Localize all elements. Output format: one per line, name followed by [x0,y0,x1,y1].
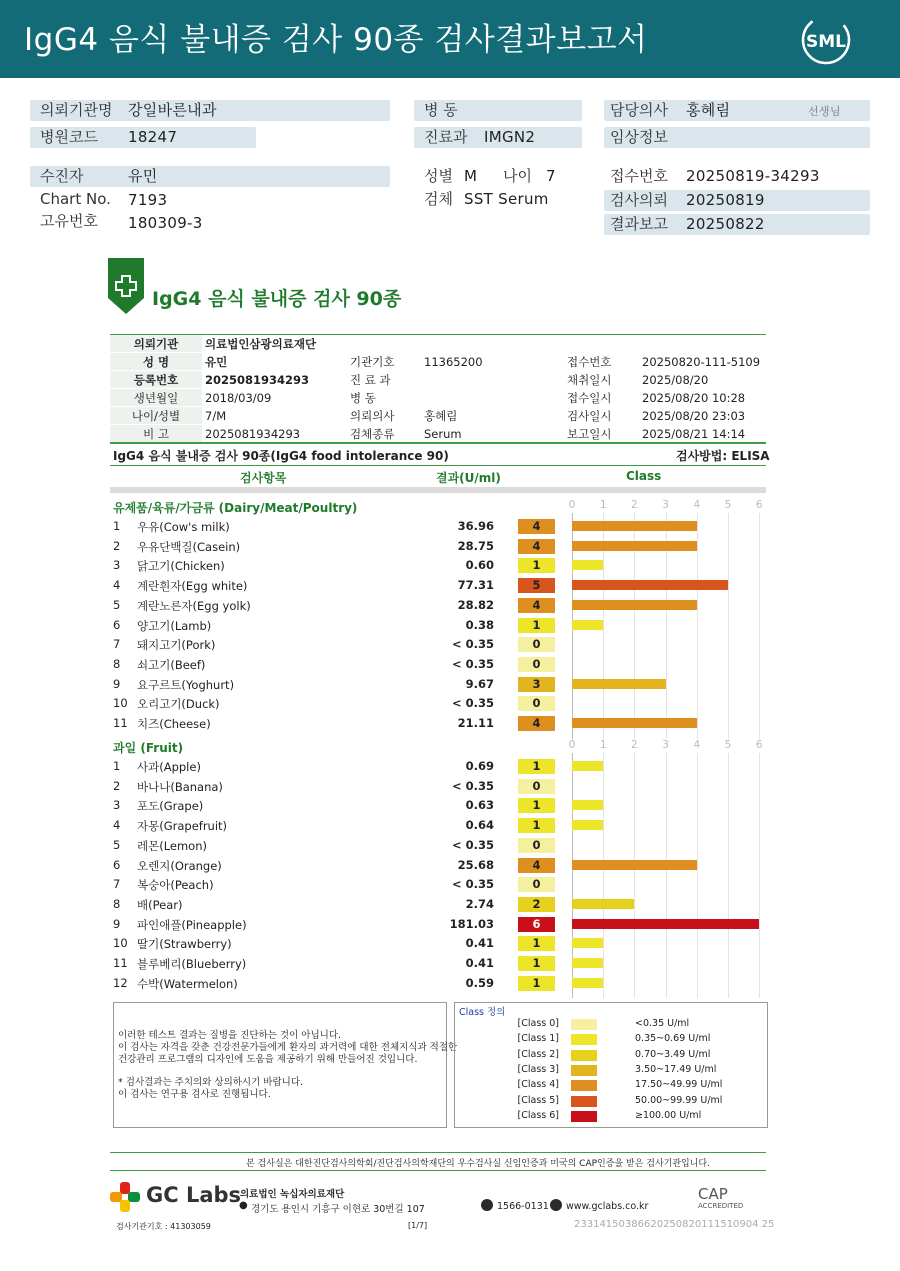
test-method: 검사방법: ELISA [676,449,770,463]
col-item-header: 검사항목 [240,471,287,485]
table-value: 2025/08/21 14:14 [642,427,746,441]
item-number: 2 [113,778,121,793]
item-name: 치즈(Cheese) [137,717,211,731]
section-title: 유제품/육류/가금류 (Dairy/Meat/Poultry) [113,501,358,515]
item-result: 0.64 [465,818,494,833]
class-badge: 3 [518,677,555,692]
axis-tick: 0 [568,739,576,751]
patient-label: 수진자 [40,167,84,185]
axis-tick: 4 [693,739,701,751]
class-badge: 4 [518,519,555,534]
item-result: < 0.35 [451,877,494,892]
item-number: 9 [113,916,121,931]
legend-range: 17.50~49.99 U/ml [635,1079,723,1091]
doctor-suffix: 선생님 [808,105,841,118]
axis-tick: 2 [631,739,638,751]
class-badge: 4 [518,598,555,613]
legend-label: [Class 4] [517,1079,559,1091]
legend-swatch [571,1111,597,1122]
table-label: 기관기호 [350,355,395,369]
request-date-value: 20250819 [686,191,765,209]
item-number: 1 [113,759,121,773]
table-label: 검사일시 [567,409,612,423]
table-label: 검체종류 [350,427,395,441]
receipt-label: 접수번호 [610,167,668,185]
table-value: 2018/03/09 [205,391,272,405]
item-name: 계란노른자(Egg yolk) [137,598,251,613]
web-address[interactable]: www.gclabs.co.kr [566,1201,649,1212]
table-label: 성 명 [142,355,170,369]
class-badge: 4 [518,716,555,731]
item-name: 우유(Cow's milk) [137,520,230,534]
specimen-value: SST Serum [464,190,549,208]
item-number: 5 [113,837,121,852]
table-value: 홍혜림 [424,409,458,423]
doctor-value: 홍혜림 [686,101,731,119]
legend-range: ≥100.00 U/ml [635,1109,702,1121]
table-label: 나이/성별 [131,409,181,423]
item-result: 0.60 [465,558,494,573]
barcode-number: 23314150386620250820111510904 25 [574,1219,775,1230]
item-number: 4 [113,818,121,833]
legend-swatch [571,1019,597,1030]
report-header [0,0,900,78]
item-result: 0.63 [465,798,494,813]
uid-value: 180309-3 [128,214,203,232]
class-bar [572,820,603,830]
age-label: 나이 [503,167,532,185]
legend-range: <0.35 U/ml [635,1018,690,1029]
legend-range: 3.50~17.49 U/ml [635,1063,717,1075]
table-label: 생년월일 [133,391,179,405]
hospital-code-label: 병원코드 [40,128,98,146]
axis-tick: 5 [724,499,732,511]
axis-tick: 1 [599,499,607,511]
class-bar [572,580,728,590]
class-bar [572,679,666,689]
table-value: 2025/08/20 [642,373,709,387]
class-bar [572,718,697,728]
item-result: 28.82 [457,597,494,612]
legend-label: [Class 1] [517,1033,559,1045]
item-name: 자몽(Grapefruit) [137,819,228,834]
legend-label: [Class 6] [517,1109,559,1121]
item-result: 2.74 [465,896,494,911]
item-result: 0.41 [465,936,494,951]
table-label: 접수번호 [567,355,612,369]
legend-range: 0.70~3.49 U/ml [635,1048,711,1060]
class-badge: 4 [518,539,555,554]
item-number: 9 [113,676,121,691]
specimen-label: 검체 [424,190,453,208]
legend-swatch [571,1034,597,1045]
class-bar [572,521,697,531]
chart-value: 7193 [128,191,168,209]
table-label: 병 동 [350,391,376,405]
table-value: 2025081934293 [205,427,301,441]
item-number: 7 [113,877,121,892]
item-name: 양고기(Lamb) [137,618,212,633]
institution-value: 강일바른내과 [128,101,217,119]
table-value: 20250820-111-5109 [642,355,761,369]
class-bar [572,958,603,968]
class-badge: 1 [518,558,555,573]
table-label: 진 료 과 [350,373,391,387]
item-number: 11 [113,956,128,970]
cert-text: 본 검사실은 대한진단검사의학회/진단검사의학재단의 우수검사실 신임인증과 미국의 CAP인증을 받은 검사기관입니다. [246,1159,710,1169]
class-legend [454,1002,768,1128]
cap-sub-text: ACCREDITED [698,1202,744,1210]
item-name: 사과(Apple) [137,760,201,774]
note-line: 이러한 테스트 결과는 질병을 진단하는 것이 아닙니다. [118,1030,342,1041]
sml-logo-icon [800,14,852,66]
table-label: 등록번호 [133,373,179,387]
table-value: Serum [424,427,462,441]
hospital-code-value: 18247 [128,128,178,146]
class-badge: 4 [518,858,555,873]
org-address: 경기도 용인시 기흥구 이현로 30번길 107 [251,1204,425,1215]
item-name: 오렌지(Orange) [137,858,222,873]
class-badge: 0 [518,657,555,672]
item-result: 181.03 [449,916,494,931]
table-value: 2025081934293 [205,373,310,387]
table-value: 2025/08/20 10:28 [642,391,746,405]
org-name: 의료법인 녹십자의료재단 [240,1189,345,1200]
item-number: 7 [113,637,121,652]
report-emblem-icon [108,258,144,314]
table-label: 의뢰기관 [133,337,179,351]
item-name: 우유단백질(Casein) [137,539,241,554]
class-badge: 5 [518,578,555,593]
axis-tick: 3 [662,739,669,751]
doctor-label: 담당의사 [610,101,668,119]
item-number: 6 [113,857,121,872]
class-badge: 0 [518,877,555,892]
legend-label: [Class 2] [517,1048,559,1060]
item-name: 돼지고기(Pork) [137,638,216,653]
class-badge: 1 [518,818,555,833]
legend-label: [Class 3] [517,1063,559,1075]
item-result: 77.31 [457,578,494,593]
item-number: 4 [113,578,121,593]
class-badge: 6 [518,917,555,932]
legend-swatch [571,1050,597,1061]
item-number: 11 [113,716,128,730]
report-date-value: 20250822 [686,215,765,233]
page-number: [1/7] [408,1221,428,1230]
axis-tick: 4 [693,499,701,511]
item-name: 오리고기(Duck) [137,697,220,712]
item-number: 10 [113,936,128,951]
item-result: 28.75 [457,538,494,553]
legend-label: [Class 5] [517,1094,559,1106]
item-number: 12 [113,975,128,990]
item-number: 2 [113,538,121,553]
web-icon [550,1199,562,1211]
clinical-label: 임상정보 [610,128,668,146]
item-result: 25.68 [457,857,494,872]
item-number: 3 [113,798,121,813]
uid-label: 고유번호 [40,212,98,230]
table-value: 유민 [205,355,228,369]
request-date-label: 검사의뢰 [610,191,668,209]
phone-number: 1566-0131 [497,1201,549,1212]
class-bar [572,560,603,570]
item-number: 8 [113,656,121,671]
note-line: 건강관리 프로그램의 디자인에 도움을 제공하기 위해 만들어진 것입니다. [118,1054,418,1065]
item-name: 블루베리(Blueberry) [137,957,247,971]
sex-value: M [464,167,478,185]
report-title: IgG4 음식 불내증 검사 90종 [152,288,402,310]
logo-text: SML [806,32,846,52]
item-number: 6 [113,617,121,632]
note-line: 이 검사는 연구용 검사로 진행됩니다. [118,1089,271,1100]
item-name: 바나나(Banana) [137,779,223,794]
item-number: 10 [113,696,128,711]
item-result: 0.69 [465,759,494,773]
col-result-header: 결과(U/ml) [436,471,501,485]
item-name: 닭고기(Chicken) [137,559,225,574]
item-name: 계란흰자(Egg white) [137,579,248,594]
axis-tick: 2 [631,499,638,511]
ward-label: 병 동 [424,101,458,119]
legend-range: 50.00~99.99 U/ml [635,1094,723,1106]
table-value: 2025/08/20 23:03 [642,409,746,423]
class-badge: 1 [518,618,555,633]
item-result: < 0.35 [451,637,494,652]
item-name: 파인애플(Pineapple) [137,917,247,932]
page-title: IgG4 음식 불내증 검사 90종 검사결과보고서 [24,22,648,58]
table-label: 접수일시 [567,391,612,405]
item-result: < 0.35 [451,656,494,671]
class-bar [572,620,603,630]
class-badge: 0 [518,696,555,711]
axis-tick: 1 [599,739,607,751]
item-name: 딸기(Strawberry) [137,937,232,952]
table-value: 의료법인삼광의료재단 [205,337,317,351]
axis-tick: 5 [724,739,732,751]
item-result: 0.41 [465,956,494,970]
report-date-label: 결과보고 [610,215,668,233]
item-result: < 0.35 [451,837,494,852]
class-badge: 0 [518,838,555,853]
table-label: 채취일시 [567,373,612,387]
item-result: 9.67 [465,676,494,691]
axis-tick: 3 [662,499,669,511]
table-label: 의뢰의사 [350,409,395,423]
item-result: 0.59 [465,975,494,990]
legend-swatch [571,1065,597,1076]
table-value: 11365200 [424,355,483,369]
phone-icon [481,1199,493,1211]
item-name: 수박(Watermelon) [137,976,238,991]
item-name: 포도(Grape) [137,799,204,814]
axis-tick: 6 [755,499,763,511]
axis-tick: 0 [568,499,576,511]
cap-logo-text: CAP [698,1185,728,1203]
notes-box [113,1002,458,1128]
class-badge: 1 [518,976,555,991]
patient-value: 유민 [128,167,158,185]
legend-swatch [571,1096,597,1107]
table-value: 7/M [205,409,227,423]
receipt-value: 20250819-34293 [686,167,820,185]
item-result: < 0.35 [451,696,494,711]
class-bar [572,860,697,870]
class-badge: 1 [518,798,555,813]
dept-label: 진료과 [424,128,468,146]
institution-code: 검사기관기호 : 41303059 [116,1222,211,1231]
class-badge: 2 [518,897,555,912]
age-value: 7 [546,167,556,185]
institution-label: 의뢰기관명 [40,101,113,119]
item-name: 요구르트(Yoghurt) [137,677,235,692]
chart-label: Chart No. [40,190,111,208]
location-pin-icon: ● [239,1200,248,1211]
item-result: 21.11 [457,716,494,730]
test-title: IgG4 음식 불내증 검사 90종(IgG4 food intolerance 90) [113,449,449,463]
legend-range: 0.35~0.69 U/ml [635,1033,711,1045]
item-name: 복숭아(Peach) [137,878,214,893]
gc-cross-logo-icon [110,1182,140,1212]
item-number: 1 [113,519,121,533]
item-number: 5 [113,597,121,612]
legend-title: Class 정의 [459,1007,506,1018]
note-line: * 검사결과는 주치의와 상의하시기 바랍니다. [118,1077,304,1088]
item-number: 3 [113,558,121,573]
class-bar [572,761,603,771]
class-badge: 1 [518,759,555,774]
dept-value: IMGN2 [484,128,536,146]
item-number: 8 [113,896,121,911]
gc-logo-text: GC Labs [146,1183,242,1207]
table-label: 보고일시 [567,427,612,441]
section-title: 과일 (Fruit) [113,741,184,755]
class-bar [572,800,603,810]
col-class-header: Class [626,469,662,483]
table-label: 비 고 [143,427,169,441]
class-bar [572,938,603,948]
item-result: 0.38 [465,617,494,632]
legend-swatch [571,1080,597,1091]
class-badge: 0 [518,637,555,652]
note-line: 이 검사는 자격을 갖춘 건강전문가들에게 환자의 과거력에 대한 전체지식과 적절한 [118,1042,458,1053]
item-name: 레몬(Lemon) [137,838,207,853]
class-badge: 0 [518,779,555,794]
sex-label: 성별 [424,167,453,185]
class-bar [572,919,759,929]
item-name: 배(Pear) [137,897,183,912]
class-bar [572,899,634,909]
class-bar [572,541,697,551]
item-result: < 0.35 [451,778,494,793]
item-result: 36.96 [457,519,494,533]
legend-label: [Class 0] [517,1018,559,1029]
axis-tick: 6 [755,739,763,751]
class-badge: 1 [518,936,555,951]
class-badge: 1 [518,956,555,971]
class-bar [572,600,697,610]
class-bar [572,978,603,988]
item-name: 쇠고기(Beef) [137,657,206,672]
